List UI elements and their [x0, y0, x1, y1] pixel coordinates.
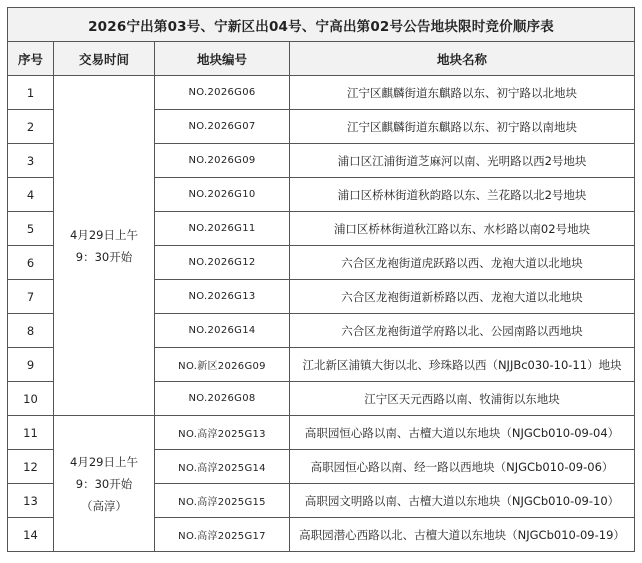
row-no: 14	[8, 518, 54, 552]
row-name: 高职园文明路以南、古檀大道以东地块（NJGCb010-09-10）	[290, 484, 635, 518]
row-code: NO.2026G08	[155, 382, 290, 416]
row-code: NO.高淳2025G15	[155, 484, 290, 518]
row-code: NO.高淳2025G14	[155, 450, 290, 484]
row-no: 11	[8, 416, 54, 450]
time-start: 9：30开始	[75, 476, 133, 491]
row-code: NO.高淳2025G13	[155, 416, 290, 450]
row-code: NO.2026G12	[155, 246, 290, 280]
auction-order-table	[7, 7, 635, 552]
header-name: 地块名称	[290, 42, 635, 76]
header-time: 交易时间	[54, 42, 155, 76]
row-code: NO.2026G11	[155, 212, 290, 246]
table-title: 2026宁出第03号、宁新区出04号、宁高出第02号公告地块限时竞价顺序表	[8, 8, 635, 42]
header-no: 序号	[8, 42, 54, 76]
row-no: 8	[8, 314, 54, 348]
row-no: 1	[8, 76, 54, 110]
row-name: 高职园潜心西路以北、古檀大道以东地块（NJGCb010-09-19）	[290, 518, 635, 552]
row-code: NO.2026G07	[155, 110, 290, 144]
row-no: 2	[8, 110, 54, 144]
row-code: NO.2026G10	[155, 178, 290, 212]
row-name: 浦口区江浦街道芝麻河以南、光明路以西2号地块	[290, 144, 635, 178]
row-code: NO.2026G13	[155, 280, 290, 314]
row-name: 浦口区桥林街道秋韵路以东、兰花路以北2号地块	[290, 178, 635, 212]
row-name: 高职园恒心路以南、古檀大道以东地块（NJGCb010-09-04）	[290, 416, 635, 450]
time-location: （高淳）	[81, 498, 127, 513]
row-code: NO.2026G14	[155, 314, 290, 348]
time-start: 9：30开始	[75, 249, 133, 264]
row-no: 6	[8, 246, 54, 280]
time-cell-group-1	[54, 76, 155, 416]
row-name: 高职园恒心路以南、经一路以西地块（NJGCb010-09-06）	[290, 450, 635, 484]
time-cell-group-2	[54, 416, 155, 552]
row-code: NO.2026G09	[155, 144, 290, 178]
title-row	[8, 8, 635, 42]
row-no: 12	[8, 450, 54, 484]
row-name: 六合区龙袍街道虎跃路以西、龙袍大道以北地块	[290, 246, 635, 280]
row-name: 江宁区麒麟街道东麒路以东、初宁路以南地块	[290, 110, 635, 144]
row-code: NO.高淳2025G17	[155, 518, 290, 552]
row-name: 江北新区浦镇大街以北、珍珠路以西（NJJBc030-10-11）地块	[290, 348, 635, 382]
time-date: 4月29日上午	[70, 454, 138, 469]
table-row	[8, 76, 635, 110]
row-code: NO.新区2026G09	[155, 348, 290, 382]
row-no: 9	[8, 348, 54, 382]
header-row	[8, 42, 635, 76]
table-row	[8, 416, 635, 450]
row-no: 7	[8, 280, 54, 314]
row-name: 六合区龙袍街道新桥路以西、龙袍大道以北地块	[290, 280, 635, 314]
header-code: 地块编号	[155, 42, 290, 76]
row-no: 5	[8, 212, 54, 246]
row-no: 13	[8, 484, 54, 518]
table-container	[7, 7, 634, 552]
row-name: 江宁区天元西路以南、牧浦街以东地块	[290, 382, 635, 416]
row-no: 4	[8, 178, 54, 212]
row-name: 六合区龙袍街道学府路以北、公园南路以西地块	[290, 314, 635, 348]
row-no: 3	[8, 144, 54, 178]
row-code: NO.2026G06	[155, 76, 290, 110]
time-date: 4月29日上午	[70, 227, 138, 242]
row-name: 江宁区麒麟街道东麒路以东、初宁路以北地块	[290, 76, 635, 110]
row-name: 浦口区桥林街道秋江路以东、水杉路以南02号地块	[290, 212, 635, 246]
row-no: 10	[8, 382, 54, 416]
